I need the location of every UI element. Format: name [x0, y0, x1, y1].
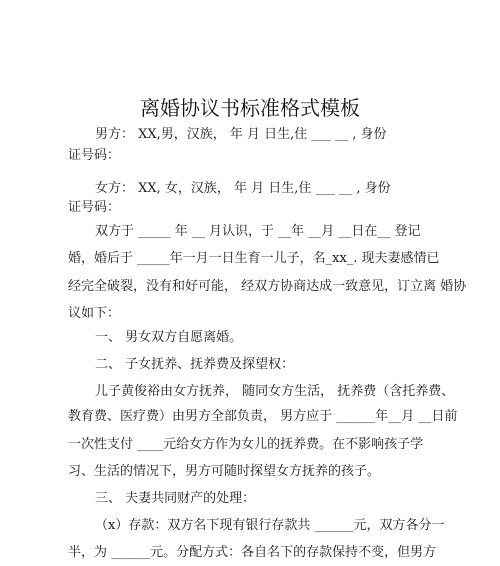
paragraph-line: 一次性支付 ____元给女方作为女儿的抚养费。在不影响孩子学	[68, 437, 424, 452]
paragraph-line: 双方于 _____ 年 __ 月认识，于 __年 __月 __日在__ 登记	[95, 224, 421, 239]
section-heading: 二、 子女抚养、抚养费及探望权：	[95, 357, 295, 372]
paragraph-line: （x）存款：双方名下现有银行存款共 ______元，双方各分一	[95, 518, 445, 533]
paragraph-line: 经完全破裂，没有和好可能， 经双方协商达成一致意见，订立离 婚协	[68, 279, 467, 294]
paragraph-line: 议如下：	[68, 306, 121, 321]
paragraph-line: 习、生活的情况下，男方可随时探望女方抚养的孩子。	[68, 464, 381, 479]
paragraph-line: 儿子黄俊裕由女方抚养， 随同女方生活， 抚养费（含托养费、	[95, 384, 455, 399]
paragraph-line: 证号码：	[68, 148, 121, 163]
paragraph-line: 婚，婚后于 _____年一月一日生育一儿子，名_xx_. 现夫妻感情已	[68, 251, 440, 266]
document-title: 离婚协议书标准格式模板	[140, 96, 360, 120]
paragraph-line: 证号码：	[68, 200, 121, 215]
paragraph-line: 教育费、医疗费）由男方全部负责， 男方应于 ______年__月 __日前	[68, 409, 458, 424]
paragraph-line: 半，为 ______元。分配方式：各自名下的存款保持不变，但男方	[68, 545, 437, 560]
section-heading: 三、 夫妻共同财产的处理：	[95, 491, 256, 506]
paragraph-line: 女方： XX, 女，汉族， 年 月 日生,住 ___ __ , 身份	[95, 181, 391, 196]
section-heading: 一、 男女双方自愿离婚。	[95, 330, 243, 345]
paragraph-line: 男方： XX,男，汉族， 年 月 日生,住 ___ __ , 身份	[95, 127, 387, 142]
